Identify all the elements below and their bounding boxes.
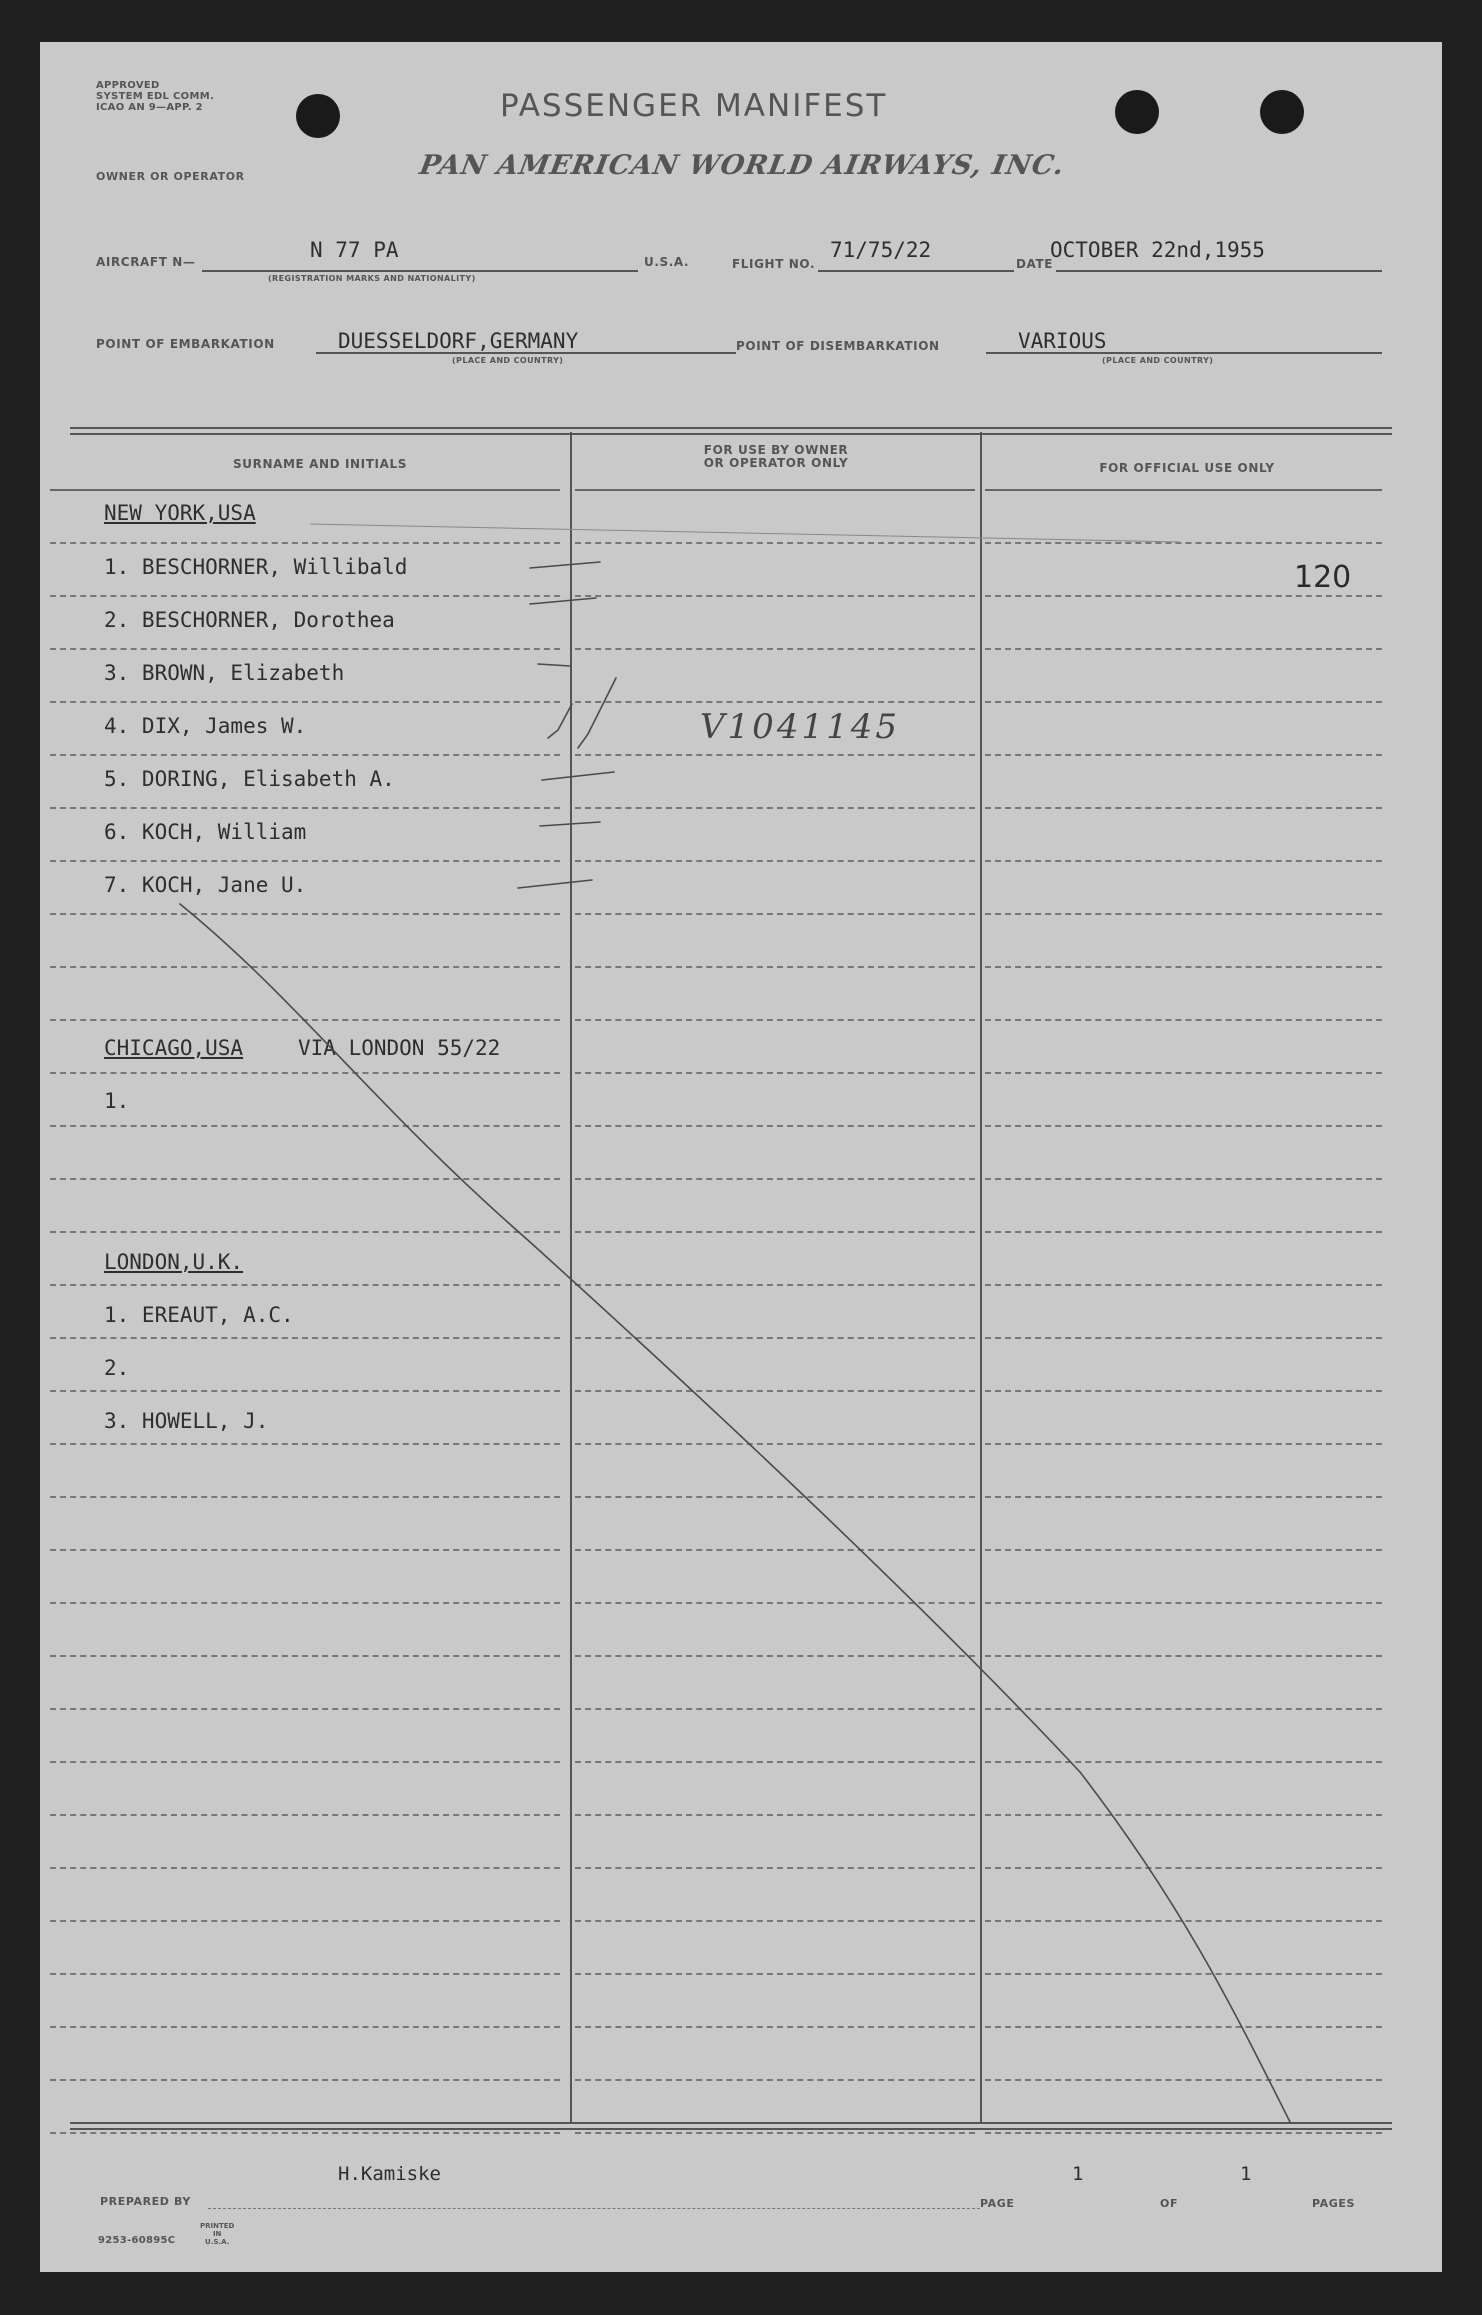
of-value: 1 <box>1240 2163 1252 2185</box>
handwritten-marks <box>40 42 1442 2272</box>
owner-handwritten-mark: V1041145 <box>700 707 900 747</box>
section-chicago-via: VIA LONDON 55/22 <box>298 1036 501 1060</box>
passenger-row: 6. KOCH, William <box>104 820 307 844</box>
aircraft-value: N 77 PA <box>310 238 399 262</box>
country-label: U.S.A. <box>644 255 690 269</box>
form-number: 9253-60895C <box>98 2235 176 2246</box>
passenger-row: 1. <box>104 1089 130 1113</box>
passenger-row: 4. DIX, James W. <box>104 714 307 738</box>
official-number: 120 <box>1294 560 1352 595</box>
disembarkation-label: POINT OF DISEMBARKATION <box>736 339 940 353</box>
aircraft-label: AIRCRAFT N— <box>96 255 196 269</box>
owner-label: OWNER OR OPERATOR <box>96 170 245 183</box>
page-value: 1 <box>1072 2163 1084 2185</box>
disembarkation-value: VARIOUS <box>1018 329 1107 353</box>
registration-caption: (REGISTRATION MARKS AND NATIONALITY) <box>268 274 476 283</box>
date-label: DATE <box>1016 257 1054 271</box>
manifest-sheet <box>40 42 1442 2272</box>
prepared-by-label: PREPARED BY <box>100 2195 191 2208</box>
page-label: PAGE <box>980 2197 1015 2210</box>
page-title: PASSENGER MANIFEST <box>500 88 888 124</box>
section-chicago: CHICAGO,USA <box>104 1036 244 1060</box>
column-header-official-use: FOR OFFICIAL USE ONLY <box>1099 461 1275 475</box>
passenger-row: 3. HOWELL, J. <box>104 1409 269 1433</box>
flight-label: FLIGHT NO. <box>732 257 816 271</box>
passenger-row: 2. BESCHORNER, Dorothea <box>104 608 395 632</box>
passenger-row: 7. KOCH, Jane U. <box>104 873 307 897</box>
column-header-surname: SURNAME AND INITIALS <box>233 457 407 471</box>
embarkation-value: DUESSELDORF,GERMANY <box>338 329 579 353</box>
printed-stamp: PRINTED IN U.S.A. <box>200 2222 235 2246</box>
of-label: OF <box>1160 2197 1179 2210</box>
embarkation-caption: (PLACE AND COUNTRY) <box>452 356 564 365</box>
flight-value: 71/75/22 <box>830 238 932 262</box>
disembarkation-caption: (PLACE AND COUNTRY) <box>1102 356 1214 365</box>
section-new-york: NEW YORK,USA <box>104 501 256 525</box>
passenger-row: 5. DORING, Elisabeth A. <box>104 767 395 791</box>
passenger-row: 1. EREAUT, A.C. <box>104 1303 294 1327</box>
embarkation-label: POINT OF EMBARKATION <box>96 337 275 351</box>
passenger-row: 3. BROWN, Elizabeth <box>104 661 345 685</box>
airline-name: PAN AMERICAN WORLD AIRWAYS, INC. <box>417 150 1068 181</box>
column-header-owner-use: FOR USE BY OWNER OR OPERATOR ONLY <box>703 443 849 470</box>
approval-note: APPROVED SYSTEM EDL COMM. ICAO AN 9—APP. 2 <box>96 80 215 113</box>
passenger-row: 2. <box>104 1356 130 1380</box>
pages-label: PAGES <box>1312 2197 1356 2210</box>
prepared-by-value: H.Kamiske <box>338 2163 441 2185</box>
section-london: LONDON,U.K. <box>104 1250 244 1274</box>
passenger-row: 1. BESCHORNER, Willibald <box>104 555 408 579</box>
date-value: OCTOBER 22nd,1955 <box>1050 238 1265 262</box>
